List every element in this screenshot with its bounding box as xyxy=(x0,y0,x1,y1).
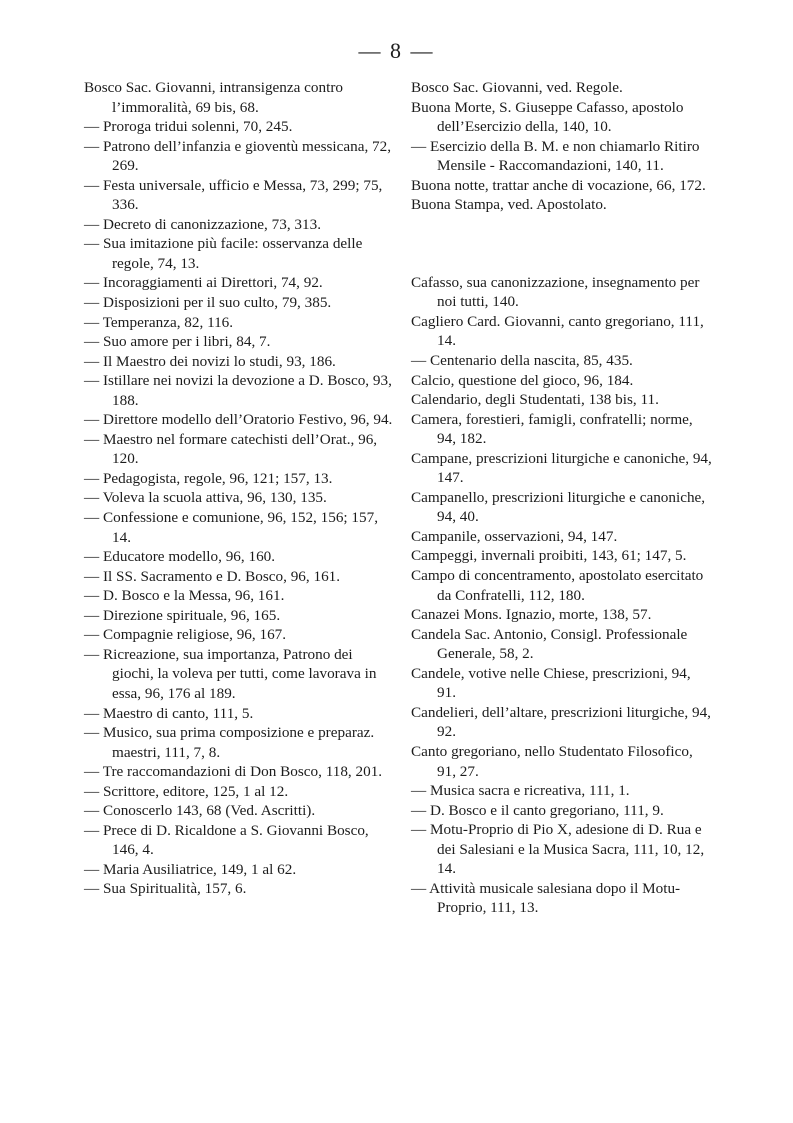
index-entry: Campanello, prescrizioni liturgiche e canoniche, 94, 40. xyxy=(411,488,706,526)
index-entry: — Confessione e comunione, 96, 152, 156; 157, 14. xyxy=(84,509,379,546)
index-entry: — Direttore modello dell’Oratorio Festivo, 96, 94. xyxy=(84,411,393,429)
index-entry: Buona Stampa, ved. Apostolato. xyxy=(411,196,607,214)
index-entry: Calendario, degli Studentati, 138 bis, 11. xyxy=(411,391,659,409)
index-entry: Buona Morte, S. Giuseppe Cafasso, apostolo dell’Esercizio della, 140, 10. xyxy=(411,98,684,136)
index-entry: — Tre raccomandazioni di Don Bosco, 118, 201. xyxy=(84,763,383,781)
index-entry: — Direzione spirituale, 96, 165. xyxy=(84,606,281,624)
index-entry: — Conoscerlo 143, 68 (Ved. Ascritti). xyxy=(84,802,316,820)
index-entry: Campanile, osservazioni, 94, 147. xyxy=(411,527,618,545)
index-entry: — D. Bosco e la Messa, 96, 161. xyxy=(84,587,285,605)
left-column xyxy=(84,78,396,899)
index-entry: — Motu-Proprio di Pio X, adesione di D. Rua e dei Salesiani e la Musica Sacra, 111, 10, 12, 14. xyxy=(411,821,705,878)
index-entry: — Suo amore per i libri, 84, 7. xyxy=(84,333,271,351)
index-entry: Candela Sac. Antonio, Consigl. Professionale Generale, 58, 2. xyxy=(411,625,688,663)
index-entry: — Pedagogista, regole, 96, 121; 157, 13. xyxy=(84,469,333,487)
index-entry: Cagliero Card. Giovanni, canto gregoriano, 111, 14. xyxy=(411,312,704,350)
index-entry: — Patrono dell’infanzia e gioventù messicana, 72, 269. xyxy=(84,137,392,175)
index-entry: Campeggi, invernali proibiti, 143, 61; 147, 5. xyxy=(411,547,687,565)
index-entry: — Festa universale, ufficio e Messa, 73, 299; 75, 336. xyxy=(84,176,383,214)
index-entry: Bosco Sac. Giovanni, ved. Regole. xyxy=(411,79,623,96)
right-column xyxy=(411,78,713,918)
index-entry: — Disposizioni per il suo culto, 79, 385. xyxy=(84,294,332,312)
index-entry: — Temperanza, 82, 116. xyxy=(84,313,234,331)
index-entry: Candele, votive nelle Chiese, prescrizioni, 94, 91. xyxy=(411,664,691,702)
index-entry: — Proroga tridui solenni, 70, 245. xyxy=(84,118,293,136)
index-entry: — Istillare nei novizi la devozione a D. Bosco, 93, 188. xyxy=(84,372,392,409)
index-entry: — Compagnie religiose, 96, 167. xyxy=(84,626,287,644)
index-entry: Bosco Sac. Giovanni, intransigenza contro l’immoralità, 69 bis, 68. xyxy=(84,79,343,116)
page-number: — 8 — xyxy=(358,38,435,63)
index-entry: Canazei Mons. Ignazio, morte, 138, 57. xyxy=(411,606,652,624)
index-entry: — Esercizio della B. M. e non chiamarlo Ritiro Mensile - Raccomandazioni, 140, 11. xyxy=(411,137,700,175)
index-entry: — Ricreazione, sua importanza, Patrono dei giochi, la voleva per tutti, come lavorava in essa, 96, 176 al 189. xyxy=(84,645,377,702)
index-entry: Candelieri, dell’altare, prescrizioni liturgiche, 94, 92. xyxy=(411,703,711,741)
index-entry: — Il SS. Sacramento e D. Bosco, 96, 161. xyxy=(84,567,341,585)
index-entry: — Voleva la scuola attiva, 96, 130, 135. xyxy=(84,489,327,507)
index-entry: — Scrittore, editore, 125, 1 al 12. xyxy=(84,782,289,800)
index-entry: — Educatore modello, 96, 160. xyxy=(84,548,276,566)
index-entry: — Maestro di canto, 111, 5. xyxy=(84,704,254,722)
index-entry: — Sua imitazione più facile: osservanza delle regole, 74, 13. xyxy=(84,235,363,272)
index-entry: — Musica sacra e ricreativa, 111, 1. xyxy=(411,782,630,800)
index-entry: — Musico, sua prima composizione e preparaz. maestri, 111, 7, 8. xyxy=(84,724,375,761)
index-entry: Camera, forestieri, famigli, confratelli; norme, 94, 182. xyxy=(411,410,693,448)
index-entry: Canto gregoriano, nello Studentato Filosofico, 91, 27. xyxy=(411,742,693,780)
index-entry: Cafasso, sua canonizzazione, insegnamento per noi tutti, 140. xyxy=(411,273,700,311)
index-entry: Campane, prescrizioni liturgiche e canoniche, 94, 147. xyxy=(411,449,712,487)
index-entry: — Il Maestro dei novizi lo studi, 93, 186. xyxy=(84,352,336,370)
index-entry: — Maestro nel formare catechisti dell’Orat., 96, 120. xyxy=(84,430,378,468)
index-entry: — D. Bosco e il canto gregoriano, 111, 9. xyxy=(411,801,664,819)
index-entry: Buona notte, trattar anche di vocazione, 66, 172. xyxy=(411,176,706,194)
index-entry: — Sua Spiritualità, 157, 6. xyxy=(84,880,247,898)
index-entry: — Decreto di canonizzazione, 73, 313. xyxy=(84,215,322,233)
index-entry: — Incoraggiamenti ai Direttori, 74, 92. xyxy=(84,274,323,292)
index-entry: Calcio, questione del gioco, 96, 184. xyxy=(411,371,634,389)
index-entry: — Prece di D. Ricaldone a S. Giovanni Bosco, 146, 4. xyxy=(84,821,369,859)
index-entry: — Maria Ausiliatrice, 149, 1 al 62. xyxy=(84,860,297,878)
index-entry: — Attività musicale salesiana dopo il Motu-Proprio, 111, 13. xyxy=(411,879,681,917)
index-entry: — Centenario della nascita, 85, 435. xyxy=(411,352,633,370)
index-entry: Campo di concentramento, apostolato esercitato da Confratelli, 112, 180. xyxy=(411,567,704,604)
section-gap xyxy=(411,215,713,273)
